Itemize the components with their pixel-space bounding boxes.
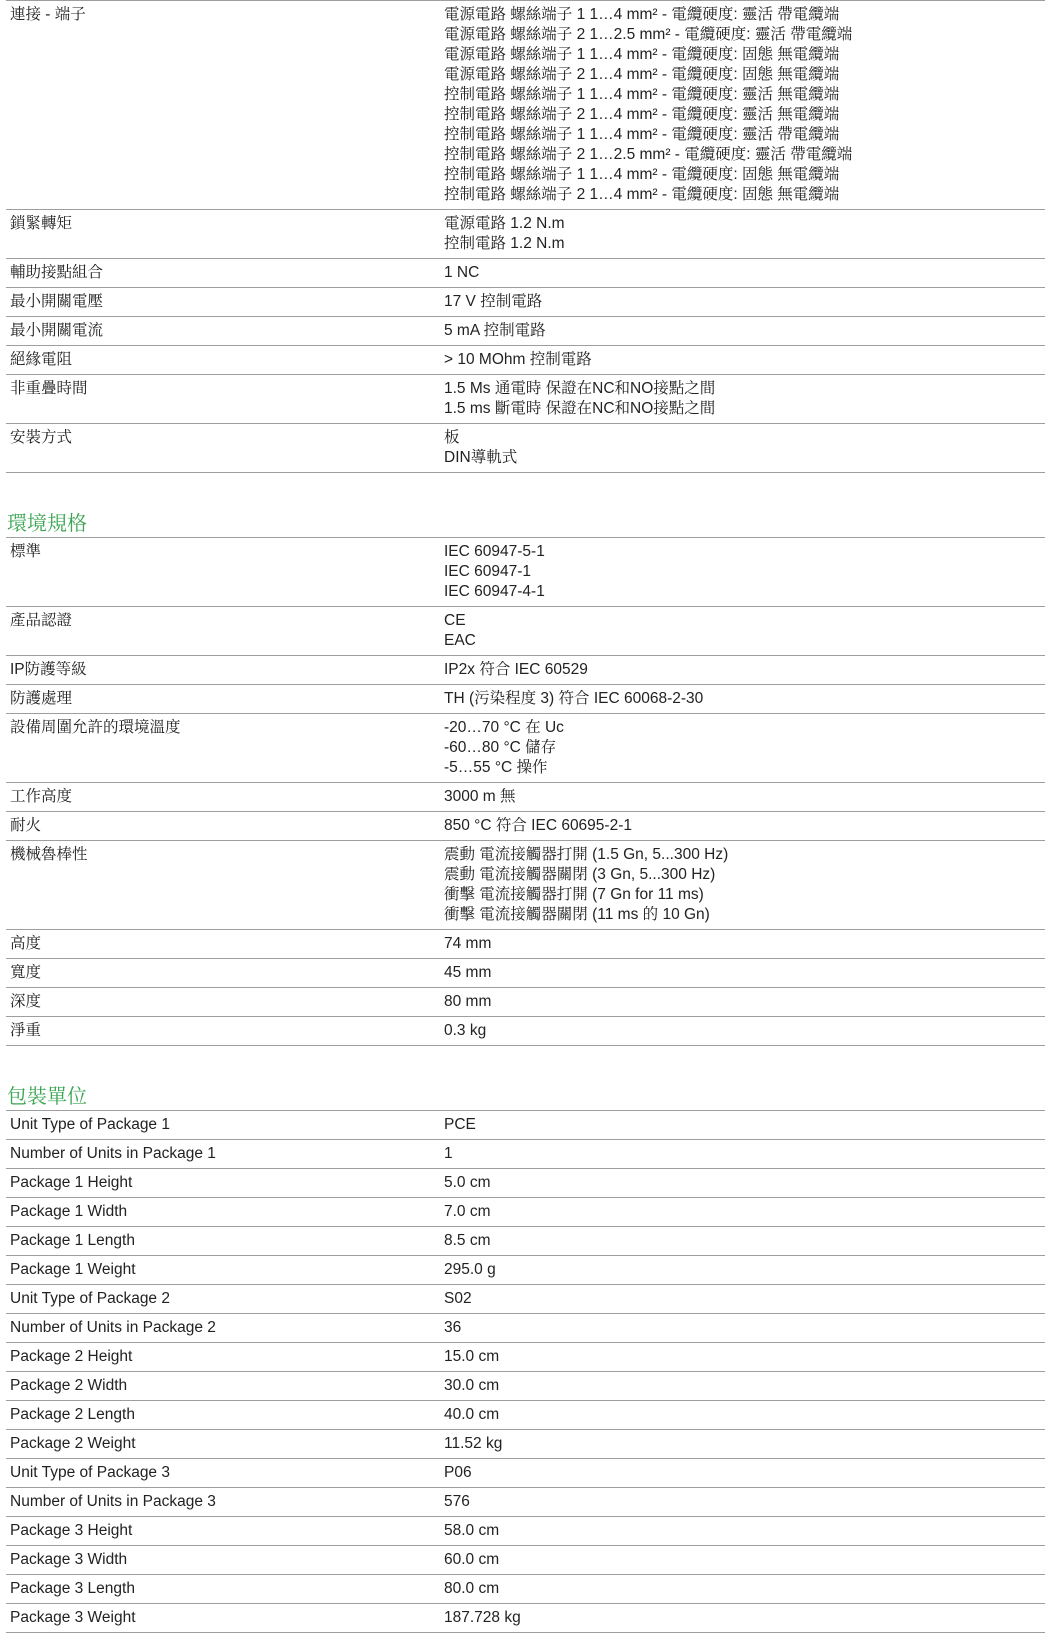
spec-value-cell <box>432 1401 1045 1430</box>
spec-label: 絕緣電阻 <box>6 346 432 375</box>
spec-value: 電源電路 螺絲端子 2 1…4 mm² - 電纜硬度: 固態 無電纜端 <box>444 66 840 83</box>
spec-row <box>6 1017 1045 1046</box>
spec-label: Number of Units in Package 2 <box>6 1314 432 1343</box>
spec-row <box>6 1 1045 210</box>
section-spacer <box>6 473 1045 511</box>
spec-row <box>6 346 1045 375</box>
spec-label: 機械魯棒性 <box>6 841 432 930</box>
spec-value: 控制電路 螺絲端子 1 1…4 mm² - 電纜硬度: 靈活 帶電纜端 <box>444 126 840 143</box>
spec-row <box>6 424 1045 473</box>
spec-row <box>6 841 1045 930</box>
spec-value: 控制電路 螺絲端子 1 1…4 mm² - 電纜硬度: 固態 無電纜端 <box>444 166 840 183</box>
spec-label: Unit Type of Package 1 <box>6 1111 432 1140</box>
spec-value: 電源電路 螺絲端子 2 1…2.5 mm² - 電纜硬度: 靈活 帶電纜端 <box>444 26 853 43</box>
spec-row <box>6 812 1045 841</box>
spec-row <box>6 1169 1045 1198</box>
spec-label: Package 1 Length <box>6 1227 432 1256</box>
spec-row <box>6 1401 1045 1430</box>
spec-row <box>6 1488 1045 1517</box>
spec-value: 850 °C 符合 IEC 60695-2-1 <box>444 817 632 834</box>
spec-row <box>6 210 1045 259</box>
spec-value: 30.0 cm <box>444 1377 500 1394</box>
spec-value-cell <box>432 1604 1045 1633</box>
spec-value: 40.0 cm <box>444 1406 500 1423</box>
spec-value-cell <box>432 714 1045 783</box>
spec-row <box>6 1546 1045 1575</box>
spec-label: 非重疊時間 <box>6 375 432 424</box>
spec-value: 74 mm <box>444 935 492 952</box>
spec-row <box>6 1459 1045 1488</box>
spec-label: 最小開關電流 <box>6 317 432 346</box>
spec-value: 7.0 cm <box>444 1203 491 1220</box>
section-title: 環境規格 <box>7 513 87 535</box>
spec-value: DIN導軌式 <box>444 449 518 466</box>
spec-value: 5 mA 控制電路 <box>444 322 546 339</box>
spec-value-cell <box>432 1488 1045 1517</box>
spec-value-cell <box>432 1459 1045 1488</box>
spec-label: 高度 <box>6 930 432 959</box>
spec-label: 寬度 <box>6 959 432 988</box>
spec-label: Package 3 Weight <box>6 1604 432 1633</box>
spec-label: Package 2 Weight <box>6 1430 432 1459</box>
spec-row <box>6 607 1045 656</box>
spec-value: TH (污染程度 3) 符合 IEC 60068-2-30 <box>444 690 704 707</box>
spec-value-cell <box>432 1198 1045 1227</box>
spec-label: Unit Type of Package 3 <box>6 1459 432 1488</box>
spec-row <box>6 1517 1045 1546</box>
spec-value: EAC <box>444 632 476 649</box>
section-title: 包裝單位 <box>7 1086 87 1108</box>
spec-value-cell <box>432 1140 1045 1169</box>
spec-section <box>6 1046 1045 1633</box>
spec-value: 1 NC <box>444 264 480 281</box>
spec-value-cell <box>432 930 1045 959</box>
spec-row <box>6 538 1045 607</box>
spec-label: 產品認證 <box>6 607 432 656</box>
spec-value: 震動 電流接觸器關閉 (3 Gn, 5...300 Hz) <box>444 866 716 883</box>
spec-value-cell <box>432 1256 1045 1285</box>
spec-value: 1 <box>444 1145 453 1162</box>
spec-row <box>6 714 1045 783</box>
spec-value: 板 <box>444 429 460 446</box>
spec-label: Package 3 Height <box>6 1517 432 1546</box>
spec-row <box>6 1314 1045 1343</box>
spec-value-cell <box>432 1517 1045 1546</box>
spec-value-cell <box>432 288 1045 317</box>
spec-document <box>6 0 1045 1633</box>
spec-value: 11.52 kg <box>444 1435 503 1452</box>
spec-value: 187.728 kg <box>444 1609 521 1626</box>
spec-value: 36 <box>444 1319 462 1336</box>
spec-label: Unit Type of Package 2 <box>6 1285 432 1314</box>
spec-sections <box>6 0 1045 1633</box>
spec-value: 60.0 cm <box>444 1551 500 1568</box>
spec-value: 80.0 cm <box>444 1580 500 1597</box>
spec-label: 淨重 <box>6 1017 432 1046</box>
spec-value-cell <box>432 685 1045 714</box>
spec-table <box>6 537 1045 1046</box>
spec-row <box>6 1227 1045 1256</box>
spec-label: 連接 - 端子 <box>6 1 432 210</box>
spec-row <box>6 1604 1045 1633</box>
spec-value: 衝擊 電流接觸器關閉 (11 ms 的 10 Gn) <box>444 906 710 923</box>
spec-label: 輔助接點組合 <box>6 259 432 288</box>
spec-row <box>6 317 1045 346</box>
spec-row <box>6 656 1045 685</box>
spec-value: 15.0 cm <box>444 1348 500 1365</box>
spec-label: Package 3 Length <box>6 1575 432 1604</box>
spec-value: 0.3 kg <box>444 1022 487 1039</box>
spec-label: 最小開關電壓 <box>6 288 432 317</box>
spec-value: 電源電路 螺絲端子 1 1…4 mm² - 電纜硬度: 固態 無電纜端 <box>444 46 840 63</box>
spec-value-cell <box>432 259 1045 288</box>
spec-value: 1.5 Ms 通電時 保證在NC和NO接點之間 <box>444 380 716 397</box>
spec-value-cell <box>432 1546 1045 1575</box>
spec-label: Number of Units in Package 1 <box>6 1140 432 1169</box>
spec-row <box>6 1575 1045 1604</box>
spec-table <box>6 0 1045 473</box>
spec-value: IEC 60947-5-1 <box>444 543 545 560</box>
spec-value-cell <box>432 317 1045 346</box>
spec-value: 45 mm <box>444 964 492 981</box>
spec-value: 控制電路 螺絲端子 2 1…4 mm² - 電纜硬度: 靈活 無電纜端 <box>444 106 840 123</box>
spec-value: 控制電路 螺絲端子 2 1…2.5 mm² - 電纜硬度: 靈活 帶電纜端 <box>444 146 853 163</box>
spec-value: P06 <box>444 1464 472 1481</box>
spec-label: Package 2 Length <box>6 1401 432 1430</box>
spec-value: 控制電路 螺絲端子 2 1…4 mm² - 電纜硬度: 固態 無電纜端 <box>444 186 840 203</box>
spec-value: 震動 電流接觸器打開 (1.5 Gn, 5...300 Hz) <box>444 846 729 863</box>
spec-label: 設備周圍允許的環境溫度 <box>6 714 432 783</box>
spec-value: 5.0 cm <box>444 1174 491 1191</box>
spec-value: 1.5 ms 斷電時 保證在NC和NO接點之間 <box>444 400 716 417</box>
spec-label: 標準 <box>6 538 432 607</box>
spec-value: IEC 60947-4-1 <box>444 583 545 600</box>
spec-value-cell <box>432 1111 1045 1140</box>
spec-row <box>6 1140 1045 1169</box>
spec-value-cell <box>432 1169 1045 1198</box>
spec-value-cell <box>432 375 1045 424</box>
spec-value: 576 <box>444 1493 470 1510</box>
spec-value-cell <box>432 538 1045 607</box>
spec-value: PCE <box>444 1116 476 1133</box>
spec-value-cell <box>432 841 1045 930</box>
spec-label: 工作高度 <box>6 783 432 812</box>
spec-row <box>6 259 1045 288</box>
spec-label: 安裝方式 <box>6 424 432 473</box>
spec-value: 衝擊 電流接觸器打開 (7 Gn for 11 ms) <box>444 886 704 903</box>
spec-value-cell <box>432 959 1045 988</box>
spec-label: Package 1 Width <box>6 1198 432 1227</box>
spec-row <box>6 959 1045 988</box>
spec-table <box>6 1110 1045 1633</box>
spec-label: 深度 <box>6 988 432 1017</box>
spec-value-cell <box>432 1017 1045 1046</box>
spec-label: Package 2 Width <box>6 1372 432 1401</box>
spec-value: 控制電路 螺絲端子 1 1…4 mm² - 電纜硬度: 靈活 無電纜端 <box>444 86 840 103</box>
spec-row <box>6 1343 1045 1372</box>
section-spacer <box>6 1046 1045 1084</box>
spec-value-cell <box>432 656 1045 685</box>
spec-section <box>6 473 1045 1046</box>
spec-label: Package 2 Height <box>6 1343 432 1372</box>
spec-value: S02 <box>444 1290 472 1307</box>
spec-value-cell <box>432 812 1045 841</box>
spec-value-cell <box>432 607 1045 656</box>
spec-value-cell <box>432 1285 1045 1314</box>
spec-value: 295.0 g <box>444 1261 496 1278</box>
spec-row <box>6 288 1045 317</box>
spec-value: CE <box>444 612 466 629</box>
spec-value: 17 V 控制電路 <box>444 293 543 310</box>
spec-value-cell <box>432 1575 1045 1604</box>
spec-row <box>6 930 1045 959</box>
spec-value: 電源電路 螺絲端子 1 1…4 mm² - 電纜硬度: 靈活 帶電纜端 <box>444 6 840 23</box>
spec-value-cell <box>432 346 1045 375</box>
spec-value-cell <box>432 988 1045 1017</box>
spec-row <box>6 1198 1045 1227</box>
spec-section <box>6 0 1045 473</box>
spec-value-cell <box>432 210 1045 259</box>
spec-label: 耐火 <box>6 812 432 841</box>
spec-row <box>6 783 1045 812</box>
spec-label: 鎖緊轉矩 <box>6 210 432 259</box>
spec-row <box>6 1430 1045 1459</box>
spec-value-cell <box>432 783 1045 812</box>
spec-value-cell <box>432 1343 1045 1372</box>
spec-label: IP防護等級 <box>6 656 432 685</box>
spec-value: 電源電路 1.2 N.m <box>444 215 565 232</box>
spec-value: -60…80 °C 儲存 <box>444 739 557 756</box>
spec-value-cell <box>432 1372 1045 1401</box>
spec-value: 80 mm <box>444 993 492 1010</box>
spec-row <box>6 1256 1045 1285</box>
spec-row <box>6 988 1045 1017</box>
spec-value: 控制電路 1.2 N.m <box>444 235 565 252</box>
spec-row <box>6 1285 1045 1314</box>
spec-row <box>6 685 1045 714</box>
spec-value: -5…55 °C 操作 <box>444 759 548 776</box>
spec-value-cell <box>432 1 1045 210</box>
spec-label: Number of Units in Package 3 <box>6 1488 432 1517</box>
spec-row <box>6 1111 1045 1140</box>
spec-value: 58.0 cm <box>444 1522 500 1539</box>
spec-label: 防護處理 <box>6 685 432 714</box>
spec-value: 8.5 cm <box>444 1232 491 1249</box>
spec-value: > 10 MOhm 控制電路 <box>444 351 592 368</box>
spec-value: 3000 m 無 <box>444 788 516 805</box>
spec-row <box>6 375 1045 424</box>
spec-label: Package 3 Width <box>6 1546 432 1575</box>
spec-label: Package 1 Height <box>6 1169 432 1198</box>
spec-value: IEC 60947-1 <box>444 563 532 580</box>
spec-row <box>6 1372 1045 1401</box>
spec-value: -20…70 °C 在 Uc <box>444 719 564 736</box>
spec-label: Package 1 Weight <box>6 1256 432 1285</box>
spec-value-cell <box>432 1430 1045 1459</box>
spec-value-cell <box>432 1227 1045 1256</box>
spec-value: IP2x 符合 IEC 60529 <box>444 661 588 678</box>
spec-value-cell <box>432 424 1045 473</box>
spec-value-cell <box>432 1314 1045 1343</box>
